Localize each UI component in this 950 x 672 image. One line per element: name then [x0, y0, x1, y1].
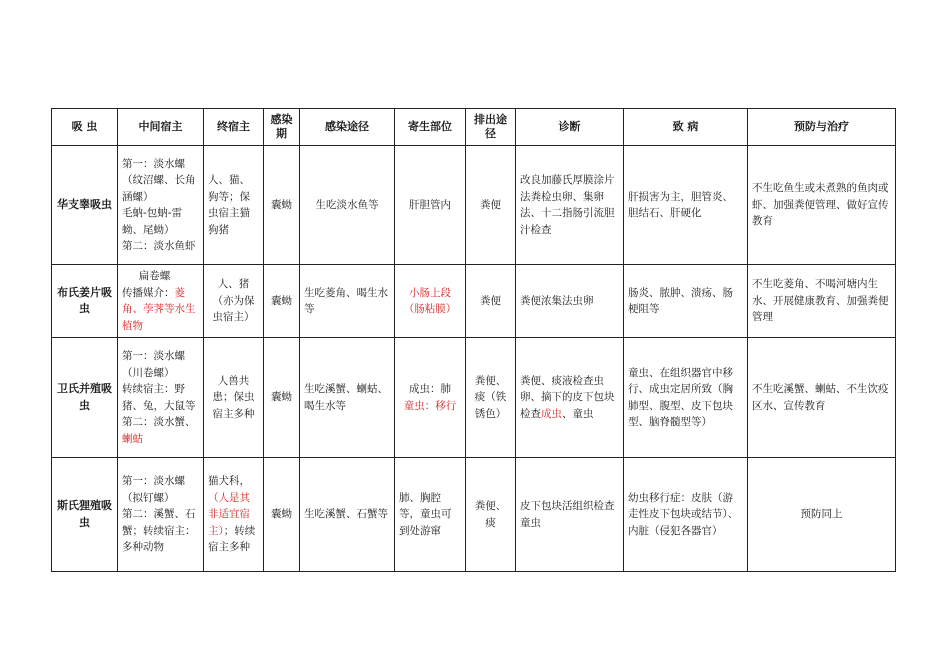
infective-stage-cell: 囊蚴 [264, 146, 300, 265]
site-larva: 童虫：移行 [403, 399, 457, 412]
excretion-cell: 粪便、痰 [466, 458, 516, 572]
route-cell: 生吃溪蟹、蝲蛄、喝生水等 [300, 338, 395, 458]
intermediate-host-cell [118, 146, 204, 265]
header-final-host: 终宿主 [204, 109, 264, 146]
intermediate-line: 第二：溪蟹、石蟹；转续宿主：多种动物 [122, 508, 196, 554]
site-cell: 小肠上段（肠粘膜） [395, 265, 466, 338]
site-cell: 肝胆管内 [395, 146, 466, 265]
fluke-comparison-table [51, 108, 896, 572]
intermediate-line: 毛蚋-包蚋-雷蚴、尾蚴） [122, 207, 183, 236]
diagnosis-cell: 皮下包块活组织检查童虫 [516, 458, 624, 572]
excretion-cell: 粪便、痰（铁锈色） [466, 338, 516, 458]
worm-name: 卫氏并殖吸虫 [52, 338, 118, 458]
final-host-cell: 人、猫、狗等；保虫宿主猫狗猪 [204, 146, 264, 265]
diagnosis-cell: 粪便浓集法虫卵 [516, 265, 624, 338]
infective-stage-cell: 囊蚴 [264, 265, 300, 338]
table-row [52, 265, 896, 338]
infective-stage-cell: 囊蚴 [264, 458, 300, 572]
table-row [52, 146, 896, 265]
header-row [52, 109, 896, 146]
header-prevention: 预防与治疗 [748, 109, 896, 146]
diagnosis-text: 粪便、痰液检查虫卵、摘下的皮下包块检查 [520, 374, 615, 420]
header-site: 寄生部位 [395, 109, 466, 146]
final-host-text: 猫犬科， [208, 475, 250, 488]
header-diagnosis: 诊断 [516, 109, 624, 146]
intermediate-line: 第二：淡水鱼虾 [122, 240, 196, 252]
site-cell [395, 338, 466, 458]
final-host-highlight: （人是其非适宜宿主） [208, 491, 250, 537]
intermediate-line: 传播媒介： [122, 286, 175, 299]
pathogenesis-cell: 肝损害为主，胆管炎、胆结石、肝硬化 [624, 146, 748, 265]
header-excretion: 排出途径 [466, 109, 516, 146]
diagnosis-cell: 改良加藤氏厚膜涂片法粪检虫卵、集卵法、十二指肠引流胆汁检查 [516, 146, 624, 265]
site-adult: 成虫：肺 [409, 383, 451, 395]
intermediate-line: 第二：淡水蟹、 [122, 416, 196, 428]
header-infective-stage: 感染期 [264, 109, 300, 146]
prevention-cell: 不生吃溪蟹、蝲蛄、不生饮疫区水、宣传教育 [748, 338, 896, 458]
intermediate-line: 第一：淡水螺（纹沼螺、长角涵螺） [122, 157, 196, 203]
final-host-cell: 人、猪（亦为保虫宿主） [204, 265, 264, 338]
intermediate-highlight: 菱角、荸荠等水生植物 [122, 286, 196, 332]
intermediate-host-cell [118, 458, 204, 572]
prevention-cell: 不生吃菱角、不喝河塘内生水、开展健康教育、加强粪便管理 [748, 265, 896, 338]
intermediate-highlight: 蝲蛄 [122, 432, 143, 445]
diagnosis-highlight: 成虫 [541, 407, 562, 420]
route-cell: 生吃菱角、喝生水等 [300, 265, 395, 338]
pathogenesis-cell: 童虫、在组织器官中移行、成虫定居所致（胸肺型、腹型、皮下包块型、脑脊髓型等） [624, 338, 748, 458]
intermediate-line: 扁卷螺 [138, 270, 171, 282]
route-cell: 生吃淡水鱼等 [300, 146, 395, 265]
table-row [52, 458, 896, 572]
header-intermediate-host: 中间宿主 [118, 109, 204, 146]
intermediate-line: 第一：淡水螺（拟钉螺） [122, 475, 185, 504]
worm-name: 布氏姜片吸虫 [52, 265, 118, 338]
excretion-cell: 粪便 [466, 265, 516, 338]
header-pathogenesis: 致 病 [624, 109, 748, 146]
diagnosis-cell [516, 338, 624, 458]
intermediate-line: 第一：淡水螺（川卷螺） [122, 350, 185, 379]
final-host-cell [204, 458, 264, 572]
intermediate-line: 转续宿主：野猪、兔，大鼠等 [122, 383, 196, 412]
worm-name: 斯氏狸殖吸虫 [52, 458, 118, 572]
table-row [52, 338, 896, 458]
excretion-cell: 粪便 [466, 146, 516, 265]
pathogenesis-cell: 肠炎、脓肿、溃疡、肠梗阻等 [624, 265, 748, 338]
header-worm: 吸 虫 [52, 109, 118, 146]
prevention-cell: 不生吃鱼生或未煮熟的鱼肉或虾、加强粪便管理、做好宣传教育 [748, 146, 896, 265]
prevention-cell: 预防同上 [748, 458, 896, 572]
final-host-cell: 人兽共患；保虫宿主多种 [204, 338, 264, 458]
worm-name: 华支睾吸虫 [52, 146, 118, 265]
intermediate-host-cell [118, 338, 204, 458]
header-route: 感染途径 [300, 109, 395, 146]
intermediate-host-cell [118, 265, 204, 338]
final-host-text: ；转续宿主多种 [208, 524, 256, 554]
diagnosis-text: 、童虫 [562, 407, 594, 420]
site-cell: 肺、胸腔等，童虫可到处游窜 [395, 458, 466, 572]
route-cell: 生吃溪蟹、石蟹等 [300, 458, 395, 572]
infective-stage-cell: 囊蚴 [264, 338, 300, 458]
pathogenesis-cell: 幼虫移行症：皮肤（游走性皮下包块或结节）、内脏（侵犯各器官） [624, 458, 748, 572]
